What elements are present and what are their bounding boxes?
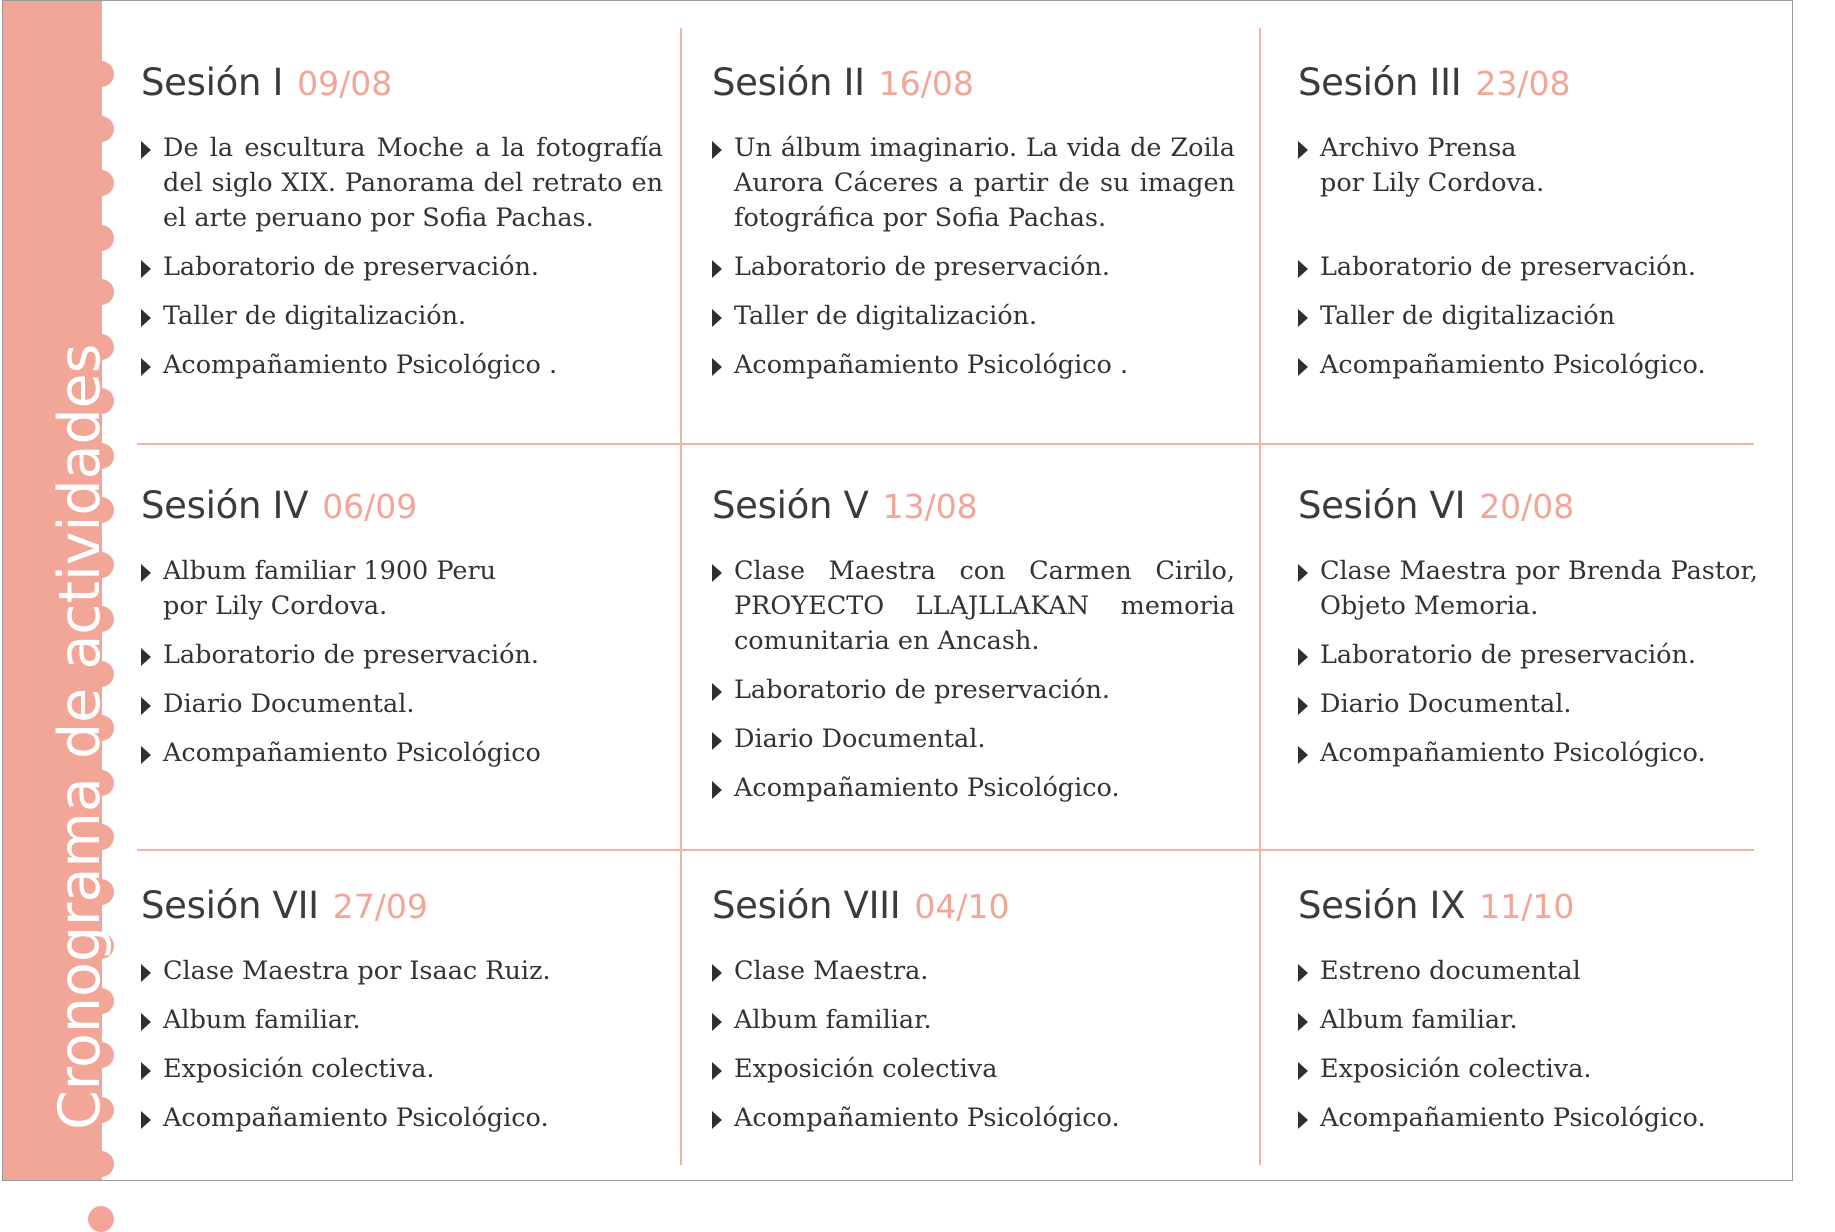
activity-text: Clase Maestra por Isaac Ruiz. — [163, 956, 551, 986]
activity-list — [712, 131, 1235, 383]
row-divider — [137, 849, 1754, 851]
session-date: 04/10 — [914, 887, 1010, 926]
list-item — [1298, 554, 1758, 624]
session-card — [141, 484, 663, 785]
spiral-hole — [88, 225, 114, 251]
session-card — [1298, 484, 1758, 785]
triangle-right-icon — [1298, 309, 1308, 327]
list-item — [141, 250, 663, 285]
activity-text: Laboratorio de preservación. — [163, 640, 540, 670]
session-card — [712, 61, 1235, 397]
triangle-right-icon — [1298, 358, 1308, 376]
activity-text: Taller de digitalización. — [163, 301, 467, 331]
triangle-right-icon — [712, 260, 722, 278]
list-item — [141, 638, 663, 673]
session-header — [712, 484, 1235, 527]
session-card — [712, 884, 1235, 1150]
triangle-right-icon — [141, 1062, 151, 1080]
triangle-right-icon — [141, 964, 151, 982]
activity-list — [712, 554, 1235, 806]
activity-text: Exposición colectiva — [734, 1054, 998, 1084]
triangle-right-icon — [1298, 1062, 1308, 1080]
activity-text: Laboratorio de preservación. — [163, 252, 540, 282]
list-item — [712, 348, 1235, 383]
list-item — [1298, 687, 1758, 722]
spiral-hole — [88, 61, 114, 87]
list-item — [141, 348, 663, 383]
session-header — [712, 884, 1235, 927]
session-header — [712, 61, 1235, 104]
activity-text: Taller de digitalización. — [734, 301, 1038, 331]
triangle-right-icon — [141, 260, 151, 278]
triangle-right-icon — [1298, 648, 1308, 666]
triangle-right-icon — [141, 1013, 151, 1031]
triangle-right-icon — [712, 732, 722, 750]
session-date: 11/10 — [1479, 887, 1575, 926]
triangle-right-icon — [712, 1111, 722, 1129]
triangle-right-icon — [1298, 964, 1308, 982]
activity-text: Laboratorio de preservación. — [1320, 640, 1697, 670]
page-title: Cronograma de actividades — [47, 343, 113, 1130]
session-header — [141, 61, 663, 104]
row-divider — [137, 443, 1754, 445]
activity-text: Album familiar. — [1320, 1005, 1518, 1035]
list-item — [141, 954, 663, 989]
triangle-right-icon — [1298, 564, 1308, 582]
session-date: 27/09 — [332, 887, 428, 926]
session-card — [1298, 61, 1758, 397]
list-item — [712, 1003, 1235, 1038]
activity-text: Album familiar 1900 Peru por Lily Cordova. — [163, 556, 497, 621]
activity-text: Acompañamiento Psicológico. — [163, 1103, 549, 1133]
session-date: 06/09 — [322, 487, 418, 526]
session-header — [1298, 484, 1758, 527]
session-date: 16/08 — [878, 64, 974, 103]
triangle-right-icon — [141, 309, 151, 327]
activity-text: Album familiar. — [734, 1005, 932, 1035]
session-label: Sesión III — [1298, 61, 1462, 104]
activity-text: Acompañamiento Psicológico. — [1320, 738, 1706, 768]
session-header — [1298, 884, 1758, 927]
triangle-right-icon — [712, 1013, 722, 1031]
triangle-right-icon — [141, 358, 151, 376]
activity-list — [141, 554, 663, 771]
list-item — [1298, 131, 1758, 201]
list-item — [712, 250, 1235, 285]
session-label: Sesión VII — [141, 884, 319, 927]
activity-text: De la escultura Moche a la fotografía del siglo XIX. Panorama del retrato en el arte peruano por Sofia Pachas. — [163, 133, 663, 233]
activity-text: Estreno documental — [1320, 956, 1581, 986]
activity-text: Diario Documental. — [1320, 689, 1572, 719]
list-item — [141, 736, 663, 771]
activity-text: Clase Maestra. — [734, 956, 929, 986]
activity-text: Acompañamiento Psicológico. — [734, 1103, 1120, 1133]
triangle-right-icon — [1298, 746, 1308, 764]
activity-text: Acompañamiento Psicológico . — [734, 350, 1129, 380]
list-item — [712, 771, 1235, 806]
triangle-right-icon — [712, 781, 722, 799]
spiral-hole — [88, 1151, 114, 1177]
session-label: Sesión V — [712, 484, 869, 527]
triangle-right-icon — [141, 648, 151, 666]
triangle-right-icon — [141, 746, 151, 764]
session-card — [1298, 884, 1758, 1150]
activity-text: Laboratorio de preservación. — [734, 252, 1111, 282]
activity-text: Acompañamiento Psicológico. — [1320, 1103, 1706, 1133]
session-label: Sesión IV — [141, 484, 309, 527]
list-item — [141, 131, 663, 236]
list-item — [712, 673, 1235, 708]
list-item — [141, 554, 663, 624]
session-label: Sesión IX — [1298, 884, 1466, 927]
list-item — [1298, 1003, 1758, 1038]
list-item — [712, 554, 1235, 659]
activity-text: Diario Documental. — [163, 689, 415, 719]
session-header — [1298, 61, 1758, 104]
activity-list — [141, 131, 663, 383]
triangle-right-icon — [712, 564, 722, 582]
activity-text: Album familiar. — [163, 1005, 361, 1035]
activity-text: Acompañamiento Psicológico. — [734, 773, 1120, 803]
session-label: Sesión VI — [1298, 484, 1466, 527]
activity-text: Exposición colectiva. — [1320, 1054, 1592, 1084]
session-card — [712, 484, 1235, 820]
spiral-hole — [88, 279, 114, 305]
activity-text: Un álbum imaginario. La vida de Zoila Aurora Cáceres a partir de su imagen fotográfica por Sofia Pachas. — [734, 133, 1235, 233]
activity-text: Laboratorio de preservación. — [1320, 252, 1697, 282]
session-date: 20/08 — [1479, 487, 1575, 526]
spiral-hole — [88, 170, 114, 196]
activity-list — [1298, 554, 1758, 771]
activity-text: Clase Maestra por Brenda Pastor, Objeto Memoria. — [1320, 556, 1758, 621]
list-item — [712, 131, 1235, 236]
session-header — [141, 884, 663, 927]
triangle-right-icon — [1298, 141, 1308, 159]
list-item — [141, 1052, 663, 1087]
list-item — [1298, 348, 1758, 383]
column-divider — [1259, 28, 1261, 1165]
list-item — [1298, 299, 1758, 334]
session-card — [141, 884, 663, 1150]
list-item — [1298, 736, 1758, 771]
activity-text: Acompañamiento Psicológico — [163, 738, 541, 768]
spiral-hole — [88, 116, 114, 142]
session-date: 09/08 — [297, 64, 393, 103]
list-item — [712, 1052, 1235, 1087]
list-item — [712, 954, 1235, 989]
session-date: 23/08 — [1475, 64, 1571, 103]
list-item — [712, 299, 1235, 334]
list-item — [141, 1101, 663, 1136]
activity-text: Acompañamiento Psicológico . — [163, 350, 558, 380]
triangle-right-icon — [712, 358, 722, 376]
activity-text: Exposición colectiva. — [163, 1054, 435, 1084]
triangle-right-icon — [712, 683, 722, 701]
activity-text: Diario Documental. — [734, 724, 986, 754]
activity-text: Clase Maestra con Carmen Cirilo, PROYECTO LLAJLLAKAN memoria comunitaria en Ancash. — [734, 556, 1235, 656]
triangle-right-icon — [1298, 1111, 1308, 1129]
session-label: Sesión VIII — [712, 884, 901, 927]
list-item — [141, 1003, 663, 1038]
session-label: Sesión I — [141, 61, 284, 104]
activity-text: Acompañamiento Psicológico. — [1320, 350, 1706, 380]
activity-list — [712, 954, 1235, 1136]
session-card — [141, 61, 663, 397]
activity-text: Taller de digitalización — [1320, 301, 1616, 331]
list-item — [141, 687, 663, 722]
list-item — [1298, 1052, 1758, 1087]
list-item — [712, 722, 1235, 757]
session-date: 13/08 — [882, 487, 978, 526]
activity-list — [141, 954, 663, 1136]
triangle-right-icon — [141, 141, 151, 159]
list-item — [1298, 250, 1758, 285]
list-item — [1298, 954, 1758, 989]
activity-text: Archivo Prensa por Lily Cordova. — [1320, 133, 1545, 198]
triangle-right-icon — [1298, 1013, 1308, 1031]
triangle-right-icon — [1298, 260, 1308, 278]
triangle-right-icon — [712, 1062, 722, 1080]
triangle-right-icon — [141, 564, 151, 582]
activity-list — [1298, 131, 1758, 383]
spiral-hole — [88, 1206, 114, 1232]
list-item — [712, 1101, 1235, 1136]
session-header — [141, 484, 663, 527]
list-item — [1298, 638, 1758, 673]
triangle-right-icon — [1298, 697, 1308, 715]
triangle-right-icon — [141, 697, 151, 715]
triangle-right-icon — [141, 1111, 151, 1129]
column-divider — [680, 28, 682, 1165]
activity-list — [1298, 954, 1758, 1136]
session-label: Sesión II — [712, 61, 865, 104]
triangle-right-icon — [712, 309, 722, 327]
triangle-right-icon — [712, 141, 722, 159]
triangle-right-icon — [712, 964, 722, 982]
activity-text: Laboratorio de preservación. — [734, 675, 1111, 705]
list-item — [1298, 1101, 1758, 1136]
list-item — [141, 299, 663, 334]
